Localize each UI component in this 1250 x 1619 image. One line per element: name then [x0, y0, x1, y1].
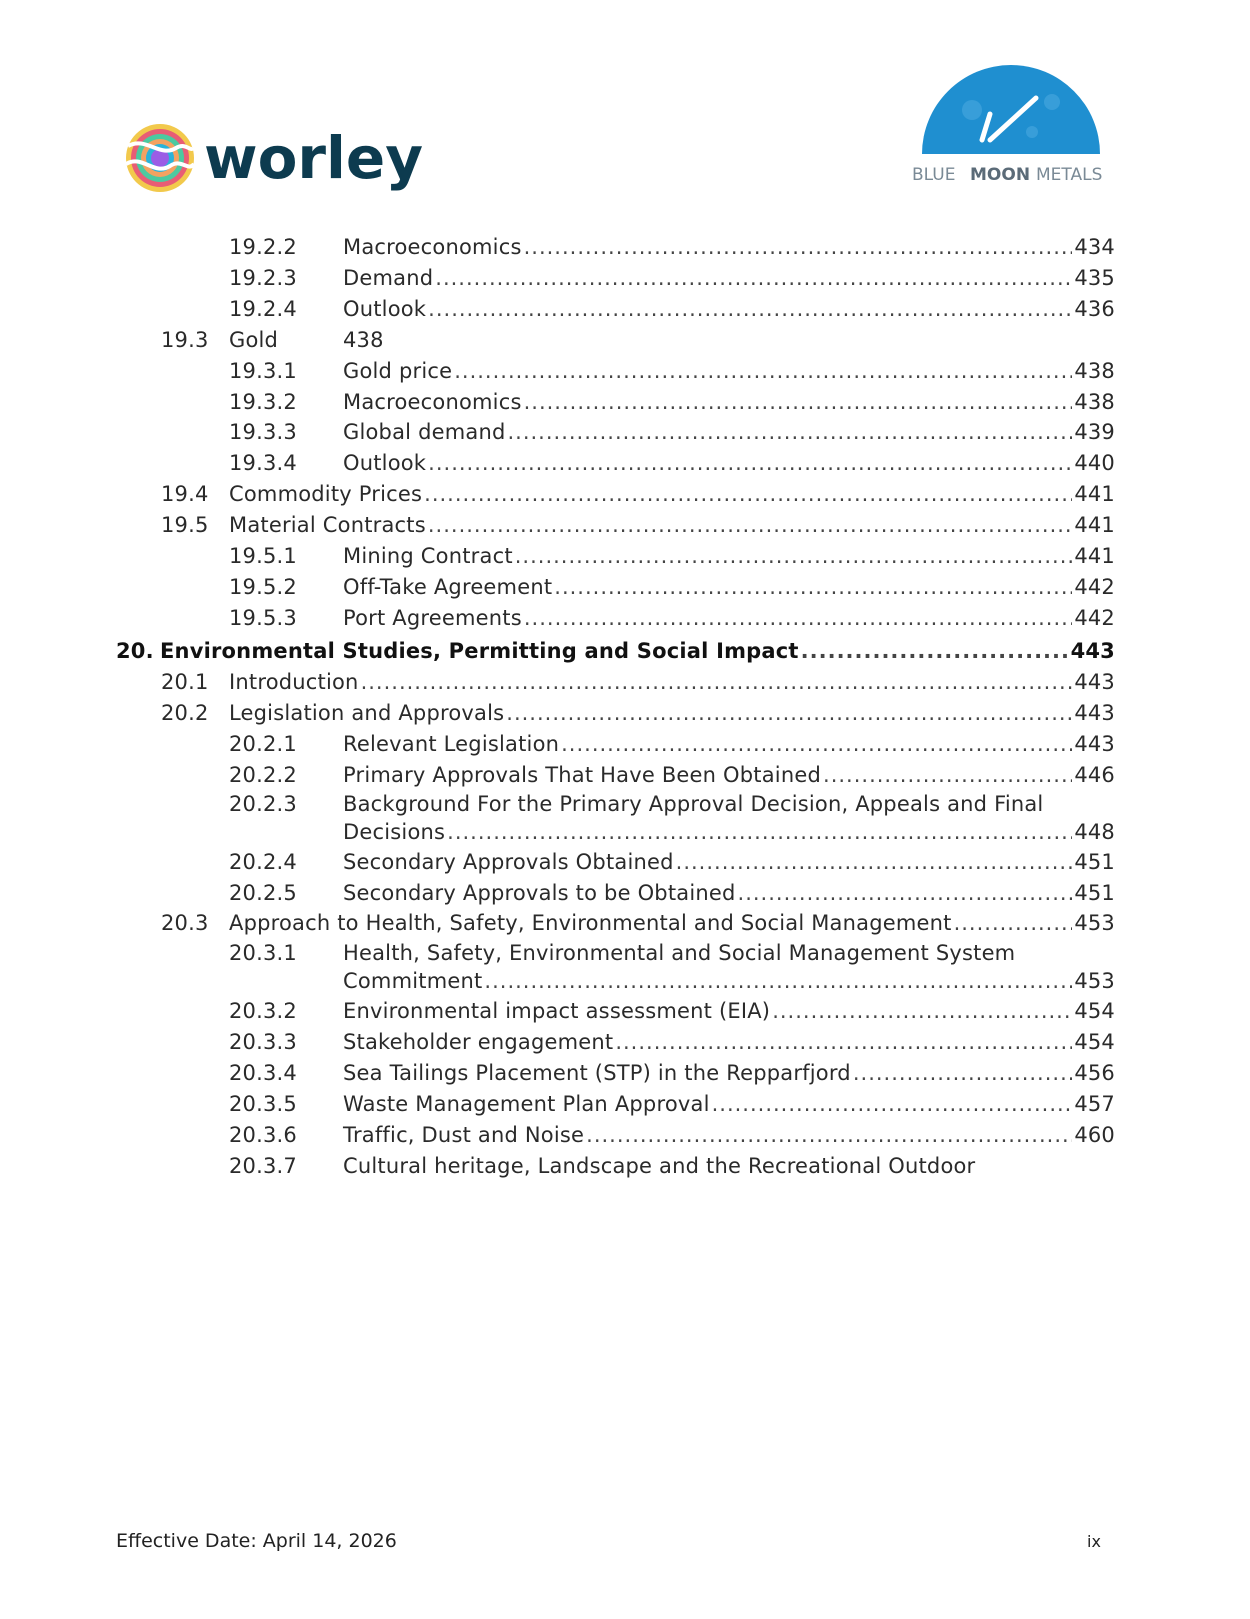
toc-leader: [676, 848, 1073, 876]
toc-number: 20.2.1: [229, 732, 297, 756]
toc-number: 20.3.7: [229, 1154, 297, 1178]
toc-title: Environmental Studies, Permitting and Social Impact: [160, 639, 799, 663]
toc-title: Demand: [343, 266, 434, 290]
toc-title: Waste Management Plan Approval: [343, 1092, 710, 1116]
toc-leader: [524, 604, 1072, 632]
toc-number: 20.2.4: [229, 850, 297, 874]
toc-page: 448: [1074, 820, 1115, 844]
toc-leader: [738, 879, 1073, 907]
toc-page: 451: [1074, 850, 1115, 874]
toc-leader: [524, 233, 1073, 261]
toc-page: 441: [1074, 482, 1115, 506]
toc-title: Environmental impact assessment (EIA): [343, 999, 771, 1023]
toc-page: 438: [1074, 359, 1115, 383]
toc-page: 434: [1074, 235, 1115, 259]
toc-page: 456: [1074, 1061, 1115, 1085]
toc-number: 19.5.2: [229, 575, 297, 599]
toc-title: Approach to Health, Safety, Environmental and Social Management: [229, 911, 952, 935]
toc-leader: [586, 1121, 1072, 1149]
toc-number: 20.1: [161, 670, 209, 694]
toc-number: 19.3.1: [229, 359, 297, 383]
toc-number: 20.: [116, 639, 154, 663]
toc-leader: [554, 573, 1072, 601]
toc-leader: [515, 542, 1073, 570]
toc-title: Commodity Prices: [229, 482, 423, 506]
toc-title: Outlook: [343, 297, 427, 321]
toc-title: Mining Contract: [343, 544, 513, 568]
toc-title: Introduction: [229, 670, 359, 694]
toc-leader: [506, 699, 1072, 727]
toc-page: 460: [1074, 1123, 1115, 1147]
toc-page: 435: [1074, 266, 1115, 290]
toc-number: 19.2.4: [229, 297, 297, 321]
toc-title: Traffic, Dust and Noise: [343, 1123, 585, 1147]
toc-number: 20.3.5: [229, 1092, 297, 1116]
toc-number: 19.5.1: [229, 544, 297, 568]
toc-leader: [853, 1059, 1072, 1087]
toc-page: 436: [1074, 297, 1115, 321]
toc-number: 20.3.4: [229, 1061, 297, 1085]
moon-icon: [912, 62, 1110, 188]
toc-title: Background For the Primary Approval Decision, Appeals and Final: [343, 792, 1044, 816]
page-number: ix: [1087, 1532, 1101, 1551]
toc-leader: [823, 761, 1072, 789]
toc-leader: [615, 1028, 1072, 1056]
toc-title: Gold: [229, 328, 279, 352]
toc-leader: [435, 264, 1072, 292]
toc-title-continued: Commitment: [343, 969, 483, 993]
toc-number: 19.3.2: [229, 390, 297, 414]
worley-logo: [122, 120, 432, 200]
toc-leader: [712, 1090, 1073, 1118]
toc-page: 443: [1074, 701, 1115, 725]
toc-page: 443: [1074, 732, 1115, 756]
toc-number: 20.2: [161, 701, 209, 725]
logo-text-metals: METALS: [1036, 165, 1103, 185]
toc-page: 439: [1074, 420, 1115, 444]
worley-logo-mark: [122, 120, 432, 200]
toc-title: Primary Approvals That Have Been Obtained: [343, 763, 822, 787]
toc-title: Health, Safety, Environmental and Social Management System: [343, 941, 1016, 965]
toc-title: Global demand: [343, 420, 506, 444]
toc-number: 19.3: [161, 328, 209, 352]
toc-title: Cultural heritage, Landscape and the Recreational Outdoor: [343, 1154, 976, 1178]
toc-number: 20.3.3: [229, 1030, 297, 1054]
toc-title: Macroeconomics: [343, 235, 522, 259]
toc-page: 441: [1074, 513, 1115, 537]
toc-number: 20.2.5: [229, 881, 297, 905]
toc-leader: [561, 730, 1072, 758]
logo-text-blue: BLUE: [912, 165, 956, 185]
toc-title: Secondary Approvals Obtained: [343, 850, 674, 874]
toc-title: Material Contracts: [229, 513, 426, 537]
toc-title: Gold price: [343, 359, 453, 383]
toc-leader: [507, 418, 1072, 446]
toc-leader: [447, 818, 1072, 846]
toc-title-continued: Decisions: [343, 820, 446, 844]
toc-page: 446: [1074, 763, 1115, 787]
blue-moon-metals-logo: [912, 62, 1110, 188]
toc-number: 20.3.1: [229, 941, 297, 965]
toc-page: 441: [1074, 544, 1115, 568]
toc-number: 20.3: [161, 911, 209, 935]
toc-leader: [428, 511, 1072, 539]
toc-leader: [454, 357, 1072, 385]
toc-title: Stakeholder engagement: [343, 1030, 614, 1054]
toc-page: 453: [1074, 911, 1115, 935]
logo-text-moon: MOON: [970, 165, 1031, 185]
toc-number: 19.3.3: [229, 420, 297, 444]
toc-number: 20.2.2: [229, 763, 297, 787]
toc-title: Off-Take Agreement: [343, 575, 553, 599]
toc-page: 442: [1074, 606, 1115, 630]
toc-leader: [772, 997, 1072, 1025]
toc-leader: [428, 295, 1072, 323]
toc-page: 454: [1074, 1030, 1115, 1054]
toc-number: 19.5.3: [229, 606, 297, 630]
toc-leader: [524, 388, 1073, 416]
toc-leader: [428, 449, 1072, 477]
toc-leader: [954, 909, 1073, 937]
toc-page: 442: [1074, 575, 1115, 599]
toc-page: 443: [1070, 639, 1115, 663]
toc-page: 451: [1074, 881, 1115, 905]
toc-number: 19.4: [161, 482, 209, 506]
toc-number: 20.3.6: [229, 1123, 297, 1147]
toc-page: 443: [1074, 670, 1115, 694]
toc-title: Outlook: [343, 451, 427, 475]
toc-number: 19.2.2: [229, 235, 297, 259]
toc-title: Macroeconomics: [343, 390, 522, 414]
toc-page: 438: [1074, 390, 1115, 414]
toc-page: 453: [1074, 969, 1115, 993]
toc-title: Legislation and Approvals: [229, 701, 505, 725]
toc-number: 20.3.2: [229, 999, 297, 1023]
toc-leader: [424, 480, 1072, 508]
toc-leader: [484, 967, 1072, 995]
toc-number: 20.2.3: [229, 792, 297, 816]
toc-title: Sea Tailings Placement (STP) in the Repparfjord: [343, 1061, 851, 1085]
toc-title: Relevant Legislation: [343, 732, 560, 756]
toc-page: 454: [1074, 999, 1115, 1023]
toc-page: 440: [1074, 451, 1115, 475]
toc-page: 438: [343, 328, 384, 352]
toc-leader: [801, 637, 1069, 665]
toc-leader: [361, 668, 1073, 696]
toc-number: 19.2.3: [229, 266, 297, 290]
toc-title: Secondary Approvals to be Obtained: [343, 881, 736, 905]
toc-title: Port Agreements: [343, 606, 522, 630]
worley-logo-text: worley: [204, 124, 424, 192]
effective-date: Effective Date: April 14, 2026: [116, 1530, 397, 1552]
toc-number: 19.3.4: [229, 451, 297, 475]
toc-page: 457: [1074, 1092, 1115, 1116]
toc-number: 19.5: [161, 513, 209, 537]
